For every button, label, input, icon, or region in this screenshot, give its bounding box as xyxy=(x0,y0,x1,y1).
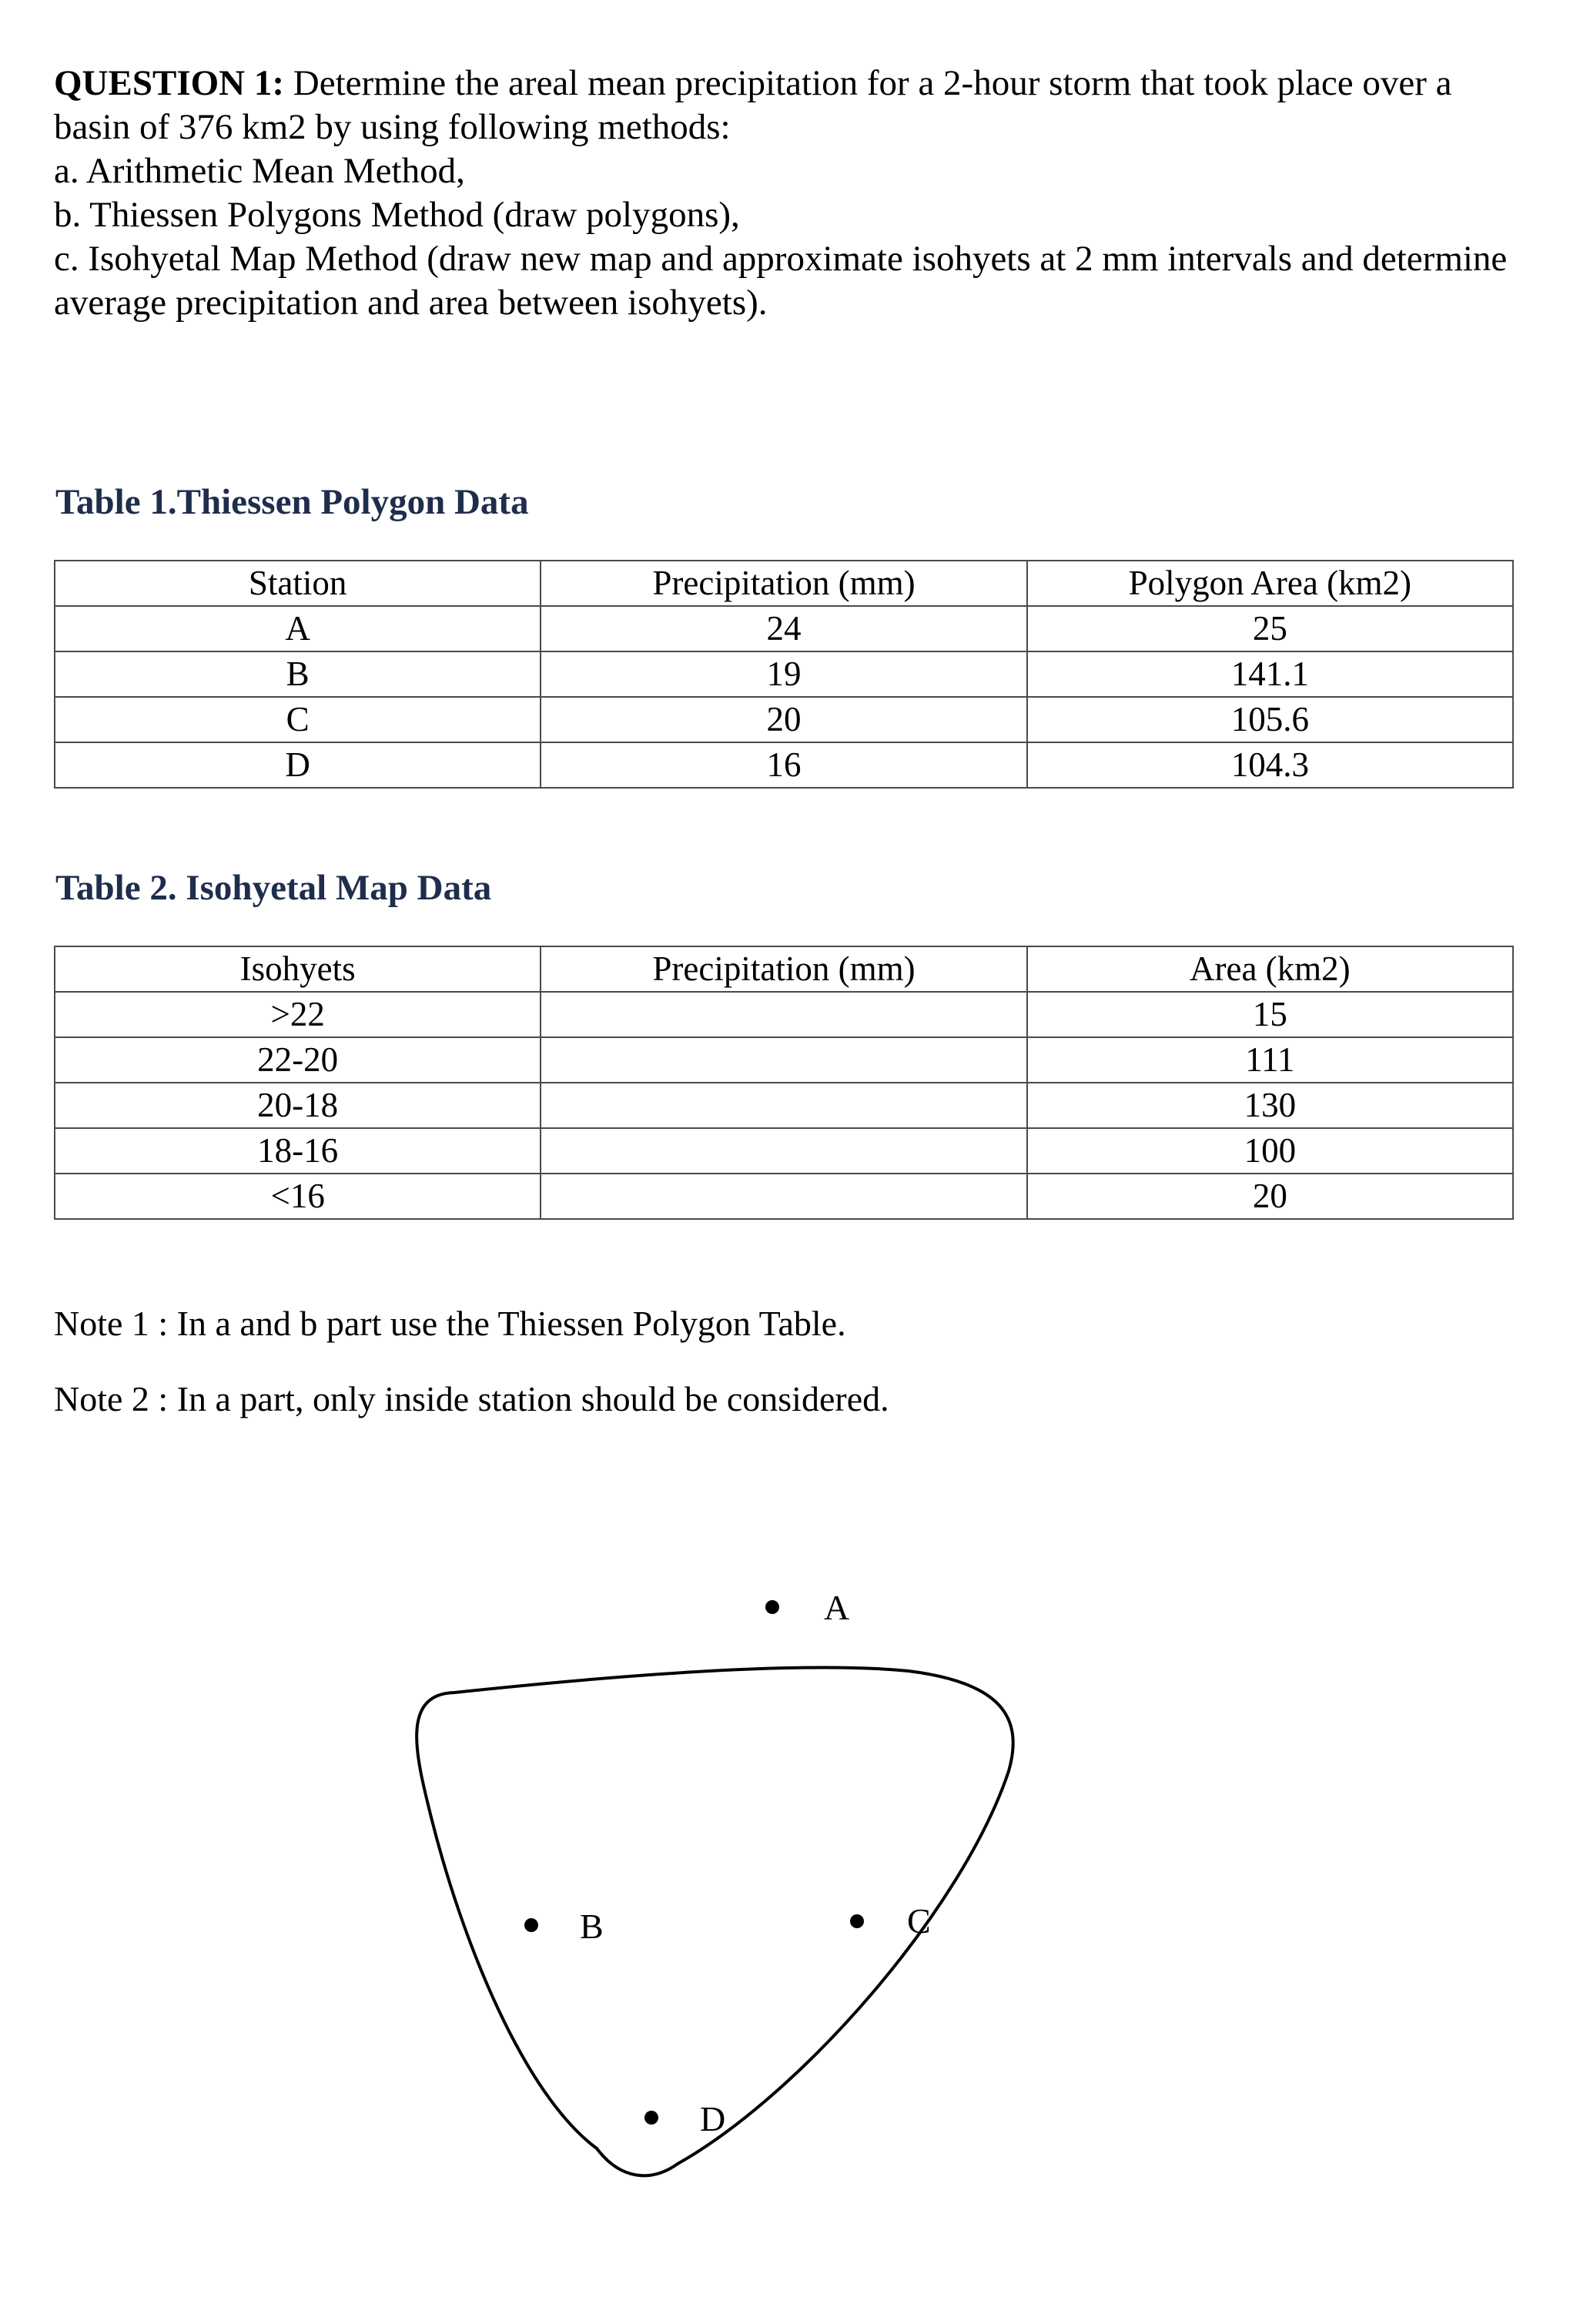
station-d-label: D xyxy=(700,2099,726,2138)
station-b-dot xyxy=(524,1918,538,1932)
area-cell: 104.3 xyxy=(1027,742,1513,788)
area-cell: 20 xyxy=(1027,1174,1513,1219)
area-cell: 15 xyxy=(1027,992,1513,1037)
station-d-dot xyxy=(644,2111,658,2125)
table2-caption: Table 2. Isohyetal Map Data xyxy=(55,868,492,908)
area-cell: 105.6 xyxy=(1027,697,1513,742)
station-cell: A xyxy=(55,606,541,651)
isohyet-cell: 22-20 xyxy=(55,1037,541,1083)
station-b-label: B xyxy=(580,1907,604,1946)
question-item-c-cont: average precipitation and area between isohyets). xyxy=(54,283,768,323)
header-area: Area (km2) xyxy=(1027,946,1513,992)
header-station: Station xyxy=(55,561,541,606)
precipitation-cell: 20 xyxy=(541,697,1026,742)
area-cell: 130 xyxy=(1027,1083,1513,1128)
area-cell: 111 xyxy=(1027,1037,1513,1083)
question-label: QUESTION 1: xyxy=(54,63,285,103)
header-polygon-area: Polygon Area (km2) xyxy=(1027,561,1513,606)
header-precipitation: Precipitation (mm) xyxy=(541,946,1026,992)
area-cell: 100 xyxy=(1027,1128,1513,1174)
station-a-dot xyxy=(765,1600,779,1614)
area-cell: 141.1 xyxy=(1027,651,1513,697)
station-a-label: A xyxy=(824,1588,850,1627)
isohyet-cell: <16 xyxy=(55,1174,541,1219)
station-cell: D xyxy=(55,742,541,788)
header-isohyets: Isohyets xyxy=(55,946,541,992)
question-text: Determine the areal mean precipitation for a 2-hour storm that took place over a basin of 376 km2 by using following methods: xyxy=(54,63,1452,147)
precipitation-cell: 19 xyxy=(541,651,1026,697)
station-cell: B xyxy=(55,651,541,697)
header-precipitation: Precipitation (mm) xyxy=(541,561,1026,606)
isohyet-cell: >22 xyxy=(55,992,541,1037)
area-cell: 25 xyxy=(1027,606,1513,651)
precipitation-cell: 16 xyxy=(541,742,1026,788)
isohyet-cell: 20-18 xyxy=(55,1083,541,1128)
note-2: Note 2 : In a part, only inside station should be considered. xyxy=(54,1379,889,1418)
station-cell: C xyxy=(55,697,541,742)
note-1: Note 1 : In a and b part use the Thiessen Polygon Table. xyxy=(54,1304,846,1343)
station-c-label: C xyxy=(907,1901,931,1941)
table1-caption: Table 1.Thiessen Polygon Data xyxy=(55,482,529,522)
question-item-b: b. Thiessen Polygons Method (draw polygons), xyxy=(54,195,740,235)
precipitation-cell: 24 xyxy=(541,606,1026,651)
isohyet-cell: 18-16 xyxy=(55,1128,541,1174)
question-item-a: a. Arithmetic Mean Method, xyxy=(54,151,465,191)
question-item-c: c. Isohyetal Map Method (draw new map and approximate isohyets at 2 mm intervals and determine xyxy=(54,239,1508,279)
station-c-dot xyxy=(850,1914,864,1928)
